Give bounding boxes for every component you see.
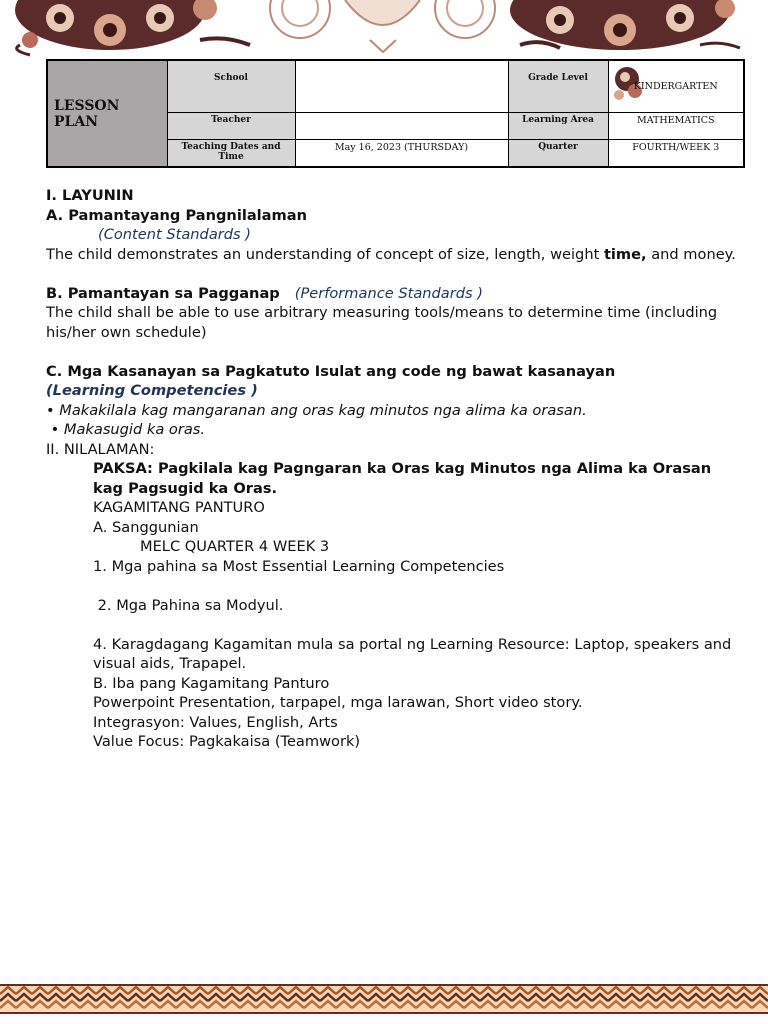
reference-item-4: 4. Karagdagang Kagamitan mula sa portal ng Learning Resource: Laptop, speakers and visual aids, Trapapel. (93, 635, 732, 672)
paksa-line-2: kag Pagsugid ka Oras. (93, 479, 278, 497)
learning-area-label: Learning Area (508, 112, 608, 139)
content-standards-heading: A. Pamantayang Pangnilalaman (46, 206, 307, 224)
grade-level-value (608, 60, 744, 112)
decorative-mandala-banner (0, 0, 768, 58)
paksa-line-1: PAKSA: Pagkilala kag Pagngaran ka Oras kag Minutos nga Alima ka Orasan (93, 460, 712, 477)
sanggunian-heading: A. Sanggunian (93, 518, 199, 536)
learning-competencies-heading: C. Mga Kasanayan sa Pagkatuto Isulat ang code ng bawat kasanayan (46, 362, 616, 380)
kagamitang-panturo-heading: KAGAMITANG PANTURO (93, 499, 265, 516)
section-nilalaman-heading: II. NILALAMAN: (46, 440, 155, 458)
performance-standards-subtitle: (Performance Standards ) (294, 284, 483, 302)
grade-level-text: KINDERGARTEN (633, 80, 718, 92)
lesson-plan-header-table (46, 59, 745, 168)
mandala-right-icon (510, 0, 740, 50)
quarter-value: FOURTH/WEEK 3 (608, 139, 744, 167)
reference-item-2: 2. Mga Pahina sa Modyul. (93, 596, 284, 614)
grade-level-label: Grade Level (508, 60, 608, 112)
competency-bullet-2: • Makasugid ka oras. (46, 421, 206, 438)
melc-reference: MELC QUARTER 4 WEEK 3 (140, 538, 330, 555)
section-layunin-heading: I. LAYUNIN (46, 187, 134, 204)
learning-area-value: MATHEMATICS (608, 112, 744, 139)
lesson-plan-body (46, 186, 736, 752)
school-value (295, 60, 508, 112)
content-standards-text-2: and money. (646, 245, 736, 263)
school-label: School (167, 60, 295, 112)
competency-bullet-1: • Makakilala kag mangaranan ang oras kag minutos nga alima ka orasan. (46, 401, 587, 419)
teacher-value (295, 112, 508, 139)
content-standards-text (46, 245, 736, 265)
content-standards-text-1: The child demonstrates an understanding of concept of size, length, weight (46, 245, 604, 263)
quarter-label: Quarter (508, 139, 608, 167)
integrasyon-text: Integrasyon: Values, English, Arts (93, 713, 338, 731)
teacher-label: Teacher (167, 112, 295, 139)
reference-item-1: 1. Mga pahina sa Most Essential Learning Competencies (93, 557, 505, 575)
iba-pang-kagamitan-heading: B. Iba pang Kagamitang Panturo (93, 674, 330, 692)
other-materials-text: Powerpoint Presentation, tarpapel, mga larawan, Short video story. (93, 694, 583, 711)
teaching-dates-label: Teaching Dates and Time (167, 139, 295, 167)
content-standards-subtitle: (Content Standards ) (98, 226, 251, 243)
value-focus-text: Value Focus: Pagkakaisa (Teamwork) (93, 733, 361, 750)
mandala-center-icon (270, 0, 495, 52)
performance-standards-text: The child shall be able to use arbitrary measuring tools/means to determine time (including his/her own schedule) (46, 304, 718, 341)
learning-competencies-subtitle: (Learning Competencies ) (46, 382, 258, 399)
mandala-left-icon (15, 0, 250, 55)
teaching-dates-value: May 16, 2023 (THURSDAY) (295, 139, 508, 167)
decorative-zigzag-border (0, 984, 768, 1014)
content-standards-text-bold: time, (603, 245, 647, 263)
performance-standards-heading-line (46, 284, 736, 304)
lesson-plan-title: LESSON PLAN (47, 60, 167, 167)
performance-standards-heading: B. Pamantayan sa Pagganap (46, 284, 280, 302)
